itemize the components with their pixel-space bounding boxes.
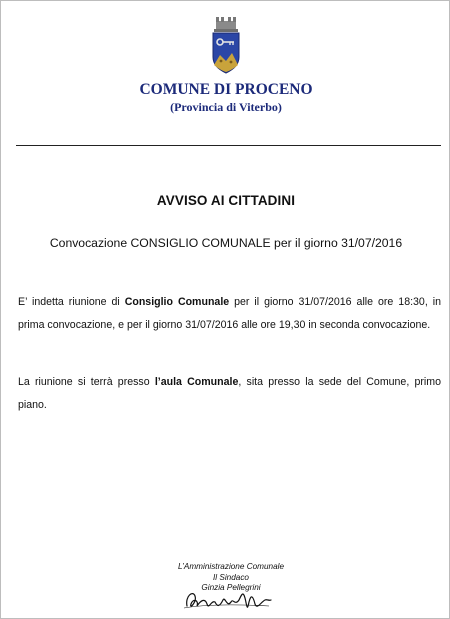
notice-title: AVVISO AI CITTADINI bbox=[156, 193, 296, 208]
coat-of-arms-icon bbox=[208, 15, 244, 75]
mayor-name: Ginzia Pellegrini bbox=[201, 583, 261, 593]
paragraph-text: La riunione si terrà presso bbox=[18, 376, 155, 388]
municipality-name: COMUNE DI PROCENO bbox=[139, 81, 313, 98]
mayor-title: Il Sindaco bbox=[213, 572, 249, 582]
notice-paragraph-location bbox=[18, 371, 441, 416]
paragraph-text: E’ indetta riunione di bbox=[18, 296, 125, 308]
notice-subtitle: Convocazione CONSIGLIO COMUNALE per il giorno 31/07/2016 bbox=[49, 236, 403, 250]
paragraph-text: , sita presso la sede del Comune, primo piano. bbox=[18, 376, 441, 411]
notice-paragraph-meeting bbox=[18, 291, 441, 336]
administration-label: L’Amministrazione Comunale bbox=[177, 562, 285, 571]
handwritten-signature-icon bbox=[181, 586, 273, 614]
province-name: (Provincia di Viterbo) bbox=[170, 100, 282, 114]
header-divider bbox=[16, 145, 441, 146]
paragraph-emphasis: Consiglio Comunale bbox=[124, 296, 230, 308]
paragraph-emphasis: l’aula Comunale bbox=[154, 376, 239, 388]
paragraph-text: per il giorno 31/07/2016 alle ore 18:30, in prima convocazione, e per il giorno 31/07/2016 alle ore 19,30 in seconda convocazione. bbox=[18, 296, 441, 331]
